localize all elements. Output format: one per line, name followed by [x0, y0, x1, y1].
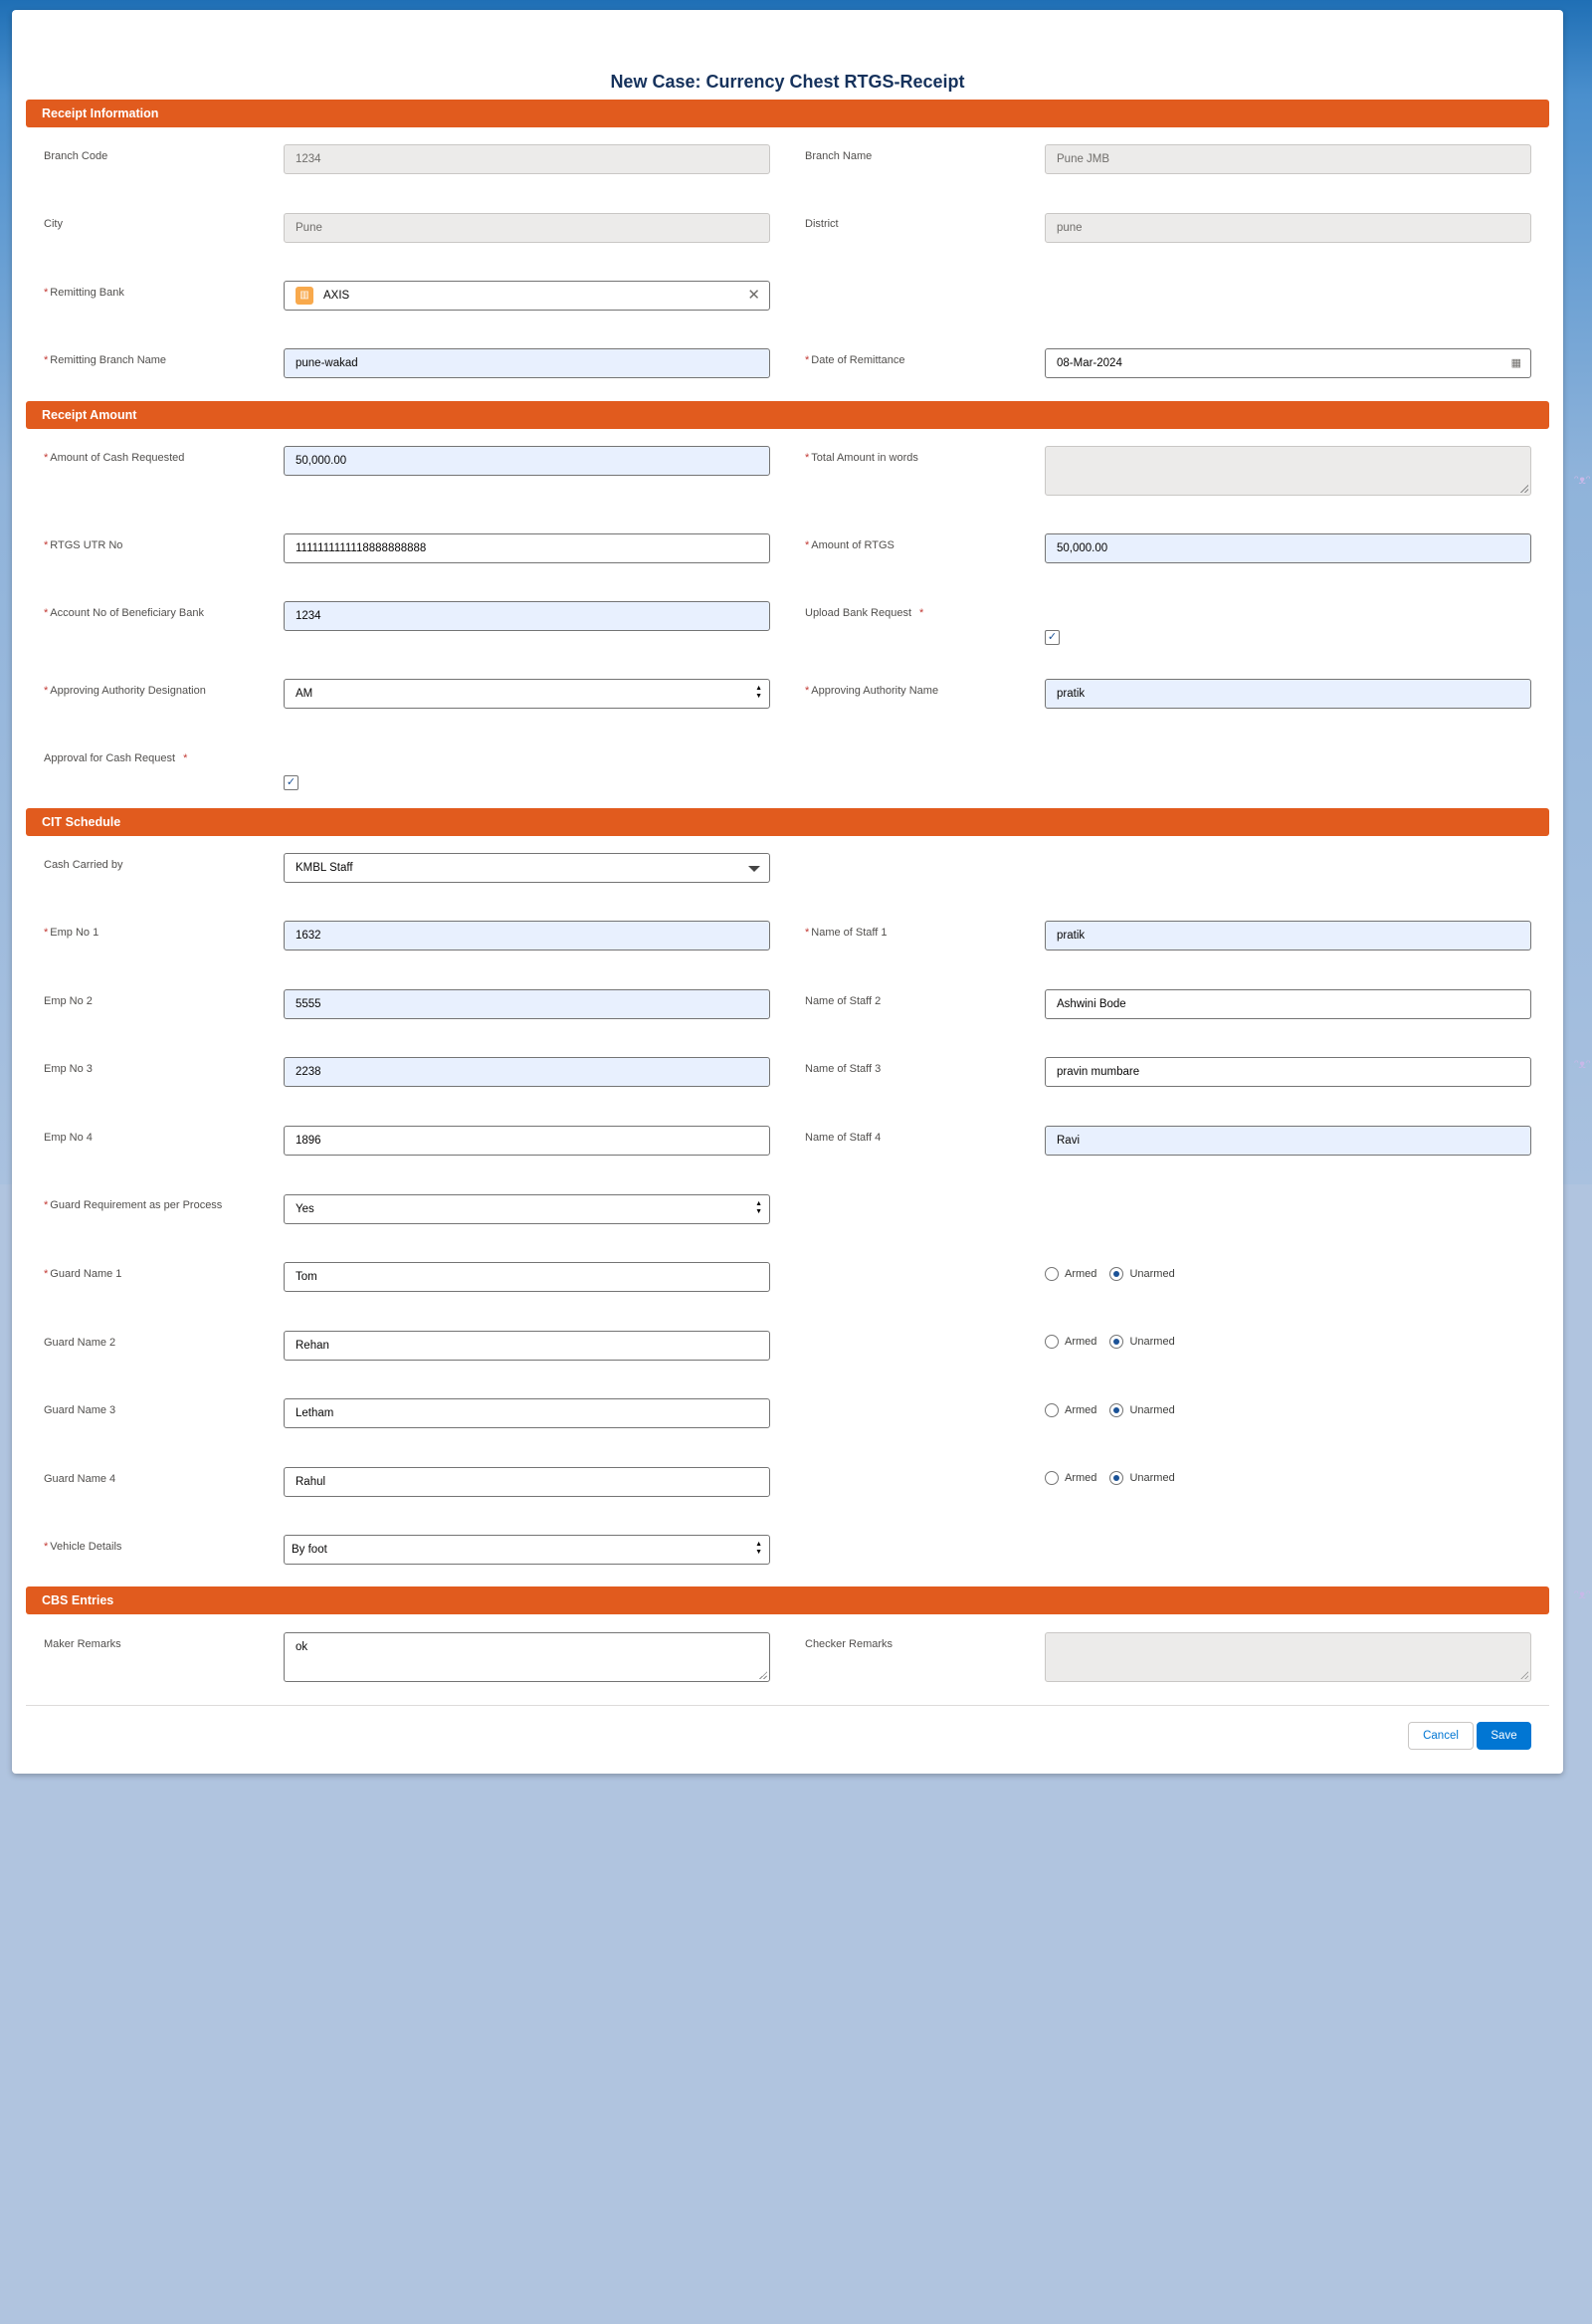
name-staff-4-input[interactable]: Ravi [1045, 1126, 1531, 1156]
guard-name-1-label-text: Guard Name 1 [50, 1268, 122, 1280]
section-receipt-information[interactable]: Receipt Information [26, 100, 1549, 127]
emp-no-4-label: Emp No 4 [44, 1132, 93, 1144]
emp-no-1-input[interactable]: 1632 [284, 921, 770, 951]
vehicle-details-value: By foot [292, 1544, 327, 1556]
unarmed-label: Unarmed [1129, 1472, 1175, 1484]
unarmed-label: Unarmed [1129, 1336, 1175, 1348]
cash-carried-by-value: KMBL Staff [296, 862, 353, 874]
remitting-bank-lookup[interactable] [284, 281, 770, 311]
unarmed-radio[interactable] [1109, 1335, 1123, 1349]
account-no-beneficiary-label [44, 607, 204, 619]
emp-no-1-label [44, 927, 99, 939]
emp-no-2-label: Emp No 2 [44, 995, 93, 1007]
district-label: District [805, 218, 839, 230]
select-arrows-icon: ▲ ▼ [755, 1541, 762, 1556]
armed-label: Armed [1065, 1404, 1097, 1416]
required-marker: * [183, 752, 188, 764]
footer-divider [26, 1705, 1549, 1706]
guard-requirement-value: Yes [296, 1203, 314, 1215]
amount-of-rtgs-label-text: Amount of RTGS [811, 539, 895, 551]
guard-4-armed-radio-group [1045, 1471, 1185, 1487]
name-staff-4-label: Name of Staff 4 [805, 1132, 882, 1144]
emp-no-3-label: Emp No 3 [44, 1063, 93, 1075]
required-marker: * [44, 1199, 49, 1211]
name-staff-2-label: Name of Staff 2 [805, 995, 882, 1007]
cash-carried-by-label: Cash Carried by [44, 859, 123, 871]
name-staff-1-label-text: Name of Staff 1 [811, 927, 888, 939]
unarmed-radio[interactable] [1109, 1471, 1123, 1485]
select-arrows-icon: ▲ ▼ [755, 685, 762, 700]
upload-bank-request-checkbox[interactable]: ✓ [1045, 630, 1060, 645]
emp-no-2-input[interactable]: 5555 [284, 989, 770, 1019]
branch-code-label: Branch Code [44, 150, 108, 162]
unarmed-radio[interactable] [1109, 1403, 1123, 1417]
guard-name-1-input[interactable]: Tom [284, 1262, 770, 1292]
branch-code-field: 1234 [284, 144, 770, 174]
account-no-beneficiary-label-text: Account No of Beneficiary Bank [50, 607, 204, 619]
guard-name-2-label: Guard Name 2 [44, 1337, 116, 1349]
required-marker: * [44, 1268, 49, 1280]
total-amount-words-label-text: Total Amount in words [811, 452, 918, 464]
emp-no-3-input[interactable]: 2238 [284, 1057, 770, 1087]
amount-cash-requested-input[interactable]: 50,000.00 [284, 446, 770, 476]
armed-radio[interactable] [1045, 1403, 1059, 1417]
cancel-button[interactable]: Cancel [1408, 1722, 1474, 1750]
maker-remarks-label: Maker Remarks [44, 1638, 121, 1650]
remitting-branch-name-input[interactable]: pune-wakad [284, 348, 770, 378]
date-of-remittance-label-text: Date of Remittance [811, 354, 905, 366]
required-marker: * [44, 607, 49, 619]
section-receipt-amount[interactable]: Receipt Amount [26, 401, 1549, 429]
required-marker: * [805, 927, 810, 939]
approval-cash-request-checkbox[interactable]: ✓ [284, 775, 298, 790]
armed-label: Armed [1065, 1472, 1097, 1484]
decorative-icon: ᵔᴥᵔ [1574, 1587, 1591, 1601]
required-marker: * [44, 539, 49, 551]
guard-name-4-input[interactable]: Rahul [284, 1467, 770, 1497]
required-marker: * [44, 1541, 49, 1553]
name-staff-3-label: Name of Staff 3 [805, 1063, 882, 1075]
upload-bank-request-label-text: Upload Bank Request [805, 607, 912, 619]
vehicle-details-label-text: Vehicle Details [50, 1541, 122, 1553]
approving-authority-designation-select[interactable] [284, 679, 770, 709]
required-marker: * [44, 287, 49, 299]
name-staff-3-input[interactable]: pravin mumbare [1045, 1057, 1531, 1087]
guard-requirement-label [44, 1199, 222, 1211]
amount-of-rtgs-label [805, 539, 895, 551]
resize-handle[interactable] [1520, 485, 1528, 493]
required-marker: * [919, 607, 924, 619]
approving-authority-name-label-text: Approving Authority Name [811, 685, 939, 697]
new-case-modal [12, 10, 1563, 1774]
total-amount-words-label [805, 452, 918, 464]
name-staff-1-input[interactable]: pratik [1045, 921, 1531, 951]
guard-name-2-input[interactable]: Rehan [284, 1331, 770, 1361]
decorative-icon: ᵔᴥᵔ [1574, 1057, 1591, 1071]
remitting-bank-label [44, 287, 124, 299]
district-field: pune [1045, 213, 1531, 243]
approval-cash-request-label [44, 752, 187, 764]
guard-name-3-input[interactable]: Letham [284, 1398, 770, 1428]
resize-handle[interactable] [1520, 1671, 1528, 1679]
clear-icon[interactable]: ✕ [747, 287, 760, 304]
required-marker: * [44, 685, 49, 697]
emp-no-4-input[interactable]: 1896 [284, 1126, 770, 1156]
branch-name-label: Branch Name [805, 150, 873, 162]
remitting-bank-value: AXIS [323, 290, 350, 302]
armed-radio[interactable] [1045, 1471, 1059, 1485]
bank-icon: ▥ [296, 287, 313, 305]
guard-3-armed-radio-group [1045, 1403, 1185, 1419]
city-field: Pune [284, 213, 770, 243]
required-marker: * [805, 685, 810, 697]
guard-1-armed-radio-group [1045, 1267, 1185, 1283]
guard-2-armed-radio-group [1045, 1335, 1185, 1351]
decorative-icon: ᵔᴥᵔ [1574, 473, 1591, 487]
date-of-remittance-label [805, 354, 904, 366]
checker-remarks-label: Checker Remarks [805, 1638, 894, 1650]
amount-of-rtgs-input[interactable]: 50,000.00 [1045, 533, 1531, 563]
unarmed-label: Unarmed [1129, 1268, 1175, 1280]
remitting-branch-name-label-text: Remitting Branch Name [50, 354, 167, 366]
date-of-remittance-input[interactable] [1045, 348, 1531, 378]
armed-radio[interactable] [1045, 1267, 1059, 1281]
city-label: City [44, 218, 63, 230]
section-cbs-entries[interactable]: CBS Entries [26, 1586, 1549, 1614]
account-no-beneficiary-input[interactable]: 1234 [284, 601, 770, 631]
required-marker: * [44, 927, 49, 939]
checker-remarks-textarea [1045, 1632, 1531, 1682]
guard-requirement-select[interactable] [284, 1194, 770, 1224]
date-of-remittance-value: 08-Mar-2024 [1057, 357, 1122, 369]
emp-no-1-label-text: Emp No 1 [50, 927, 100, 939]
unarmed-radio[interactable] [1109, 1267, 1123, 1281]
guard-name-1-label [44, 1268, 121, 1280]
amount-cash-requested-label-text: Amount of Cash Requested [50, 452, 185, 464]
resize-handle[interactable] [759, 1671, 767, 1679]
upload-bank-request-label [805, 607, 923, 619]
required-marker: * [805, 539, 810, 551]
vehicle-details-label [44, 1541, 121, 1553]
armed-label: Armed [1065, 1268, 1097, 1280]
chevron-down-icon [748, 866, 760, 872]
rtgs-utr-no-input[interactable]: 1111111111118888888888 [284, 533, 770, 563]
approving-authority-designation-label-text: Approving Authority Designation [50, 685, 206, 697]
guard-name-4-label: Guard Name 4 [44, 1473, 116, 1485]
name-staff-2-input[interactable]: Ashwini Bode [1045, 989, 1531, 1019]
guard-requirement-label-text: Guard Requirement as per Process [50, 1199, 223, 1211]
vehicle-details-select[interactable] [284, 1535, 770, 1565]
required-marker: * [44, 354, 49, 366]
approving-authority-designation-label [44, 685, 206, 697]
approving-authority-name-label [805, 685, 938, 697]
required-marker: * [44, 452, 49, 464]
amount-cash-requested-label [44, 452, 184, 464]
approval-cash-request-label-text: Approval for Cash Request [44, 752, 176, 764]
approving-authority-name-input[interactable]: pratik [1045, 679, 1531, 709]
rtgs-utr-no-label-text: RTGS UTR No [50, 539, 123, 551]
cash-carried-by-select[interactable] [284, 853, 770, 883]
name-staff-1-label [805, 927, 888, 939]
remitting-bank-label-text: Remitting Bank [50, 287, 124, 299]
save-button[interactable]: Save [1477, 1722, 1531, 1750]
select-arrows-icon: ▲ ▼ [755, 1200, 762, 1215]
remitting-branch-name-label [44, 354, 166, 366]
branch-name-field: Pune JMB [1045, 144, 1531, 174]
rtgs-utr-no-label [44, 539, 122, 551]
modal-title: New Case: Currency Chest RTGS-Receipt [610, 72, 965, 92]
guard-name-3-label: Guard Name 3 [44, 1404, 116, 1416]
unarmed-label: Unarmed [1129, 1404, 1175, 1416]
required-marker: * [805, 354, 810, 366]
calendar-icon[interactable]: ▦ [1510, 357, 1521, 369]
maker-remarks-textarea[interactable] [284, 1632, 770, 1682]
section-cit-schedule[interactable]: CIT Schedule [26, 808, 1549, 836]
armed-label: Armed [1065, 1336, 1097, 1348]
total-amount-words-textarea [1045, 446, 1531, 496]
required-marker: * [805, 452, 810, 464]
maker-remarks-value: ok [296, 1641, 308, 1653]
armed-radio[interactable] [1045, 1335, 1059, 1349]
approving-authority-designation-value: AM [296, 688, 313, 700]
